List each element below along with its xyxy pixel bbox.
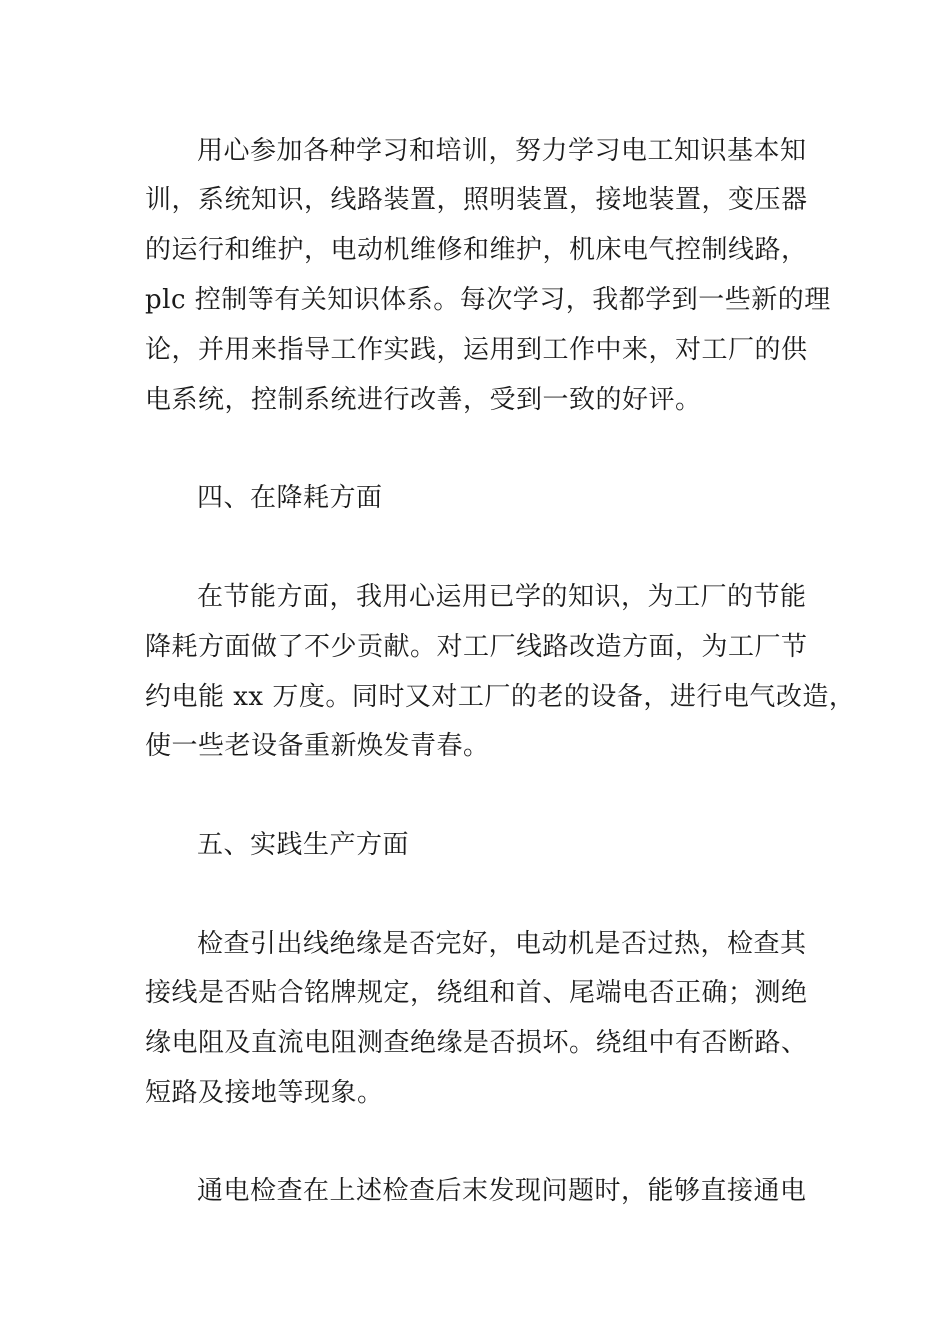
paragraph-3-line-2: 接线是否贴合铭牌规定，绕组和首、尾端电否正确；测绝	[145, 978, 808, 1008]
paragraph-1-line-4: plc 控制等有关知识体系。每次学习，我都学到一些新的理	[145, 285, 831, 315]
paragraph-1-line-2: 训，系统知识，线路装置，照明装置，接地装置，变压器	[145, 185, 808, 215]
paragraph-3-line-1: 检查引出线绝缘是否完好，电动机是否过热，检查其	[197, 929, 807, 959]
paragraph-2-line-3: 约电能 xx 万度。同时又对工厂的老的设备，进行电气改造，	[145, 682, 856, 712]
paragraph-2-line-4: 使一些老设备重新焕发青春。	[145, 731, 490, 761]
paragraph-3-line-3: 缘电阻及直流电阻测查绝缘是否损坏。绕组中有否断路、	[145, 1028, 808, 1058]
section-heading-4: 四、在降耗方面	[197, 483, 383, 513]
paragraph-1-line-3: 的运行和维护，电动机维修和维护，机床电气控制线路，	[145, 235, 808, 265]
paragraph-4-line-1: 通电检查在上述检查后末发现问题时，能够直接通电	[197, 1176, 807, 1206]
paragraph-3-line-4: 短路及接地等现象。	[145, 1078, 384, 1108]
paragraph-2-line-1: 在节能方面，我用心运用已学的知识，为工厂的节能	[197, 582, 807, 612]
paragraph-2-line-2: 降耗方面做了不少贡献。对工厂线路改造方面，为工厂节	[145, 632, 808, 662]
section-heading-5: 五、实践生产方面	[197, 830, 410, 860]
paragraph-1-line-6: 电系统，控制系统进行改善，受到一致的好评。	[145, 385, 702, 415]
paragraph-1-line-1: 用心参加各种学习和培训，努力学习电工知识基本知	[197, 136, 807, 166]
paragraph-1-line-5: 论，并用来指导工作实践，运用到工作中来，对工厂的供	[145, 335, 808, 365]
